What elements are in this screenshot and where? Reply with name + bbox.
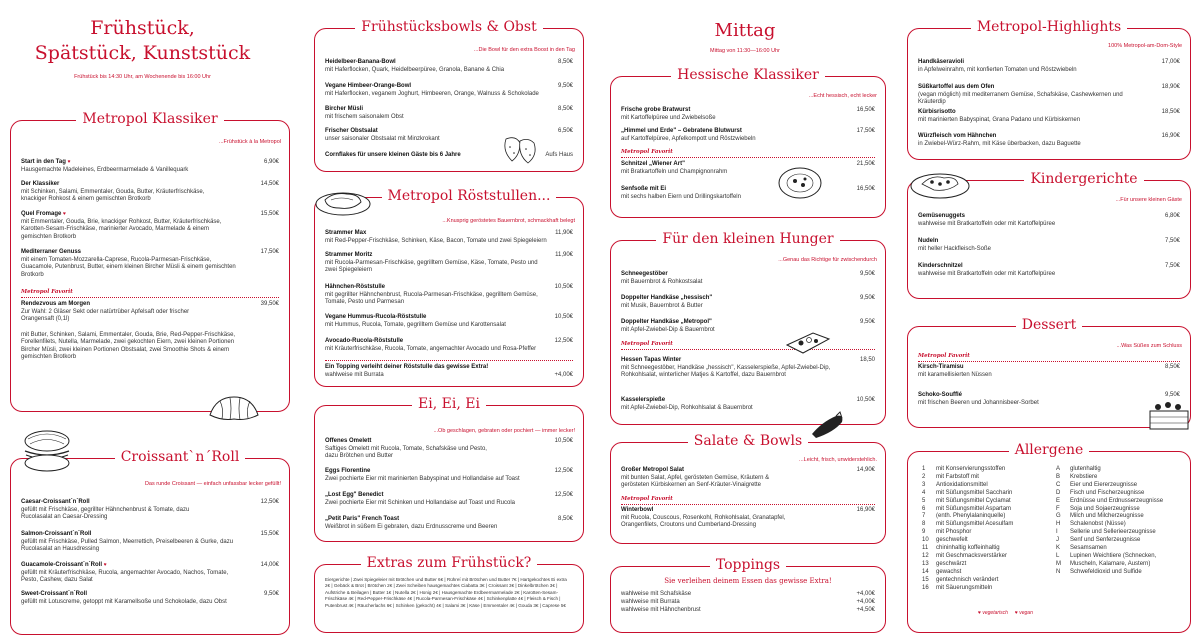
allergen-code: 13 bbox=[922, 560, 929, 567]
allergen-row bbox=[922, 513, 1062, 521]
allergen-row bbox=[922, 577, 1062, 585]
section-highlights bbox=[907, 19, 1191, 160]
allergen-row bbox=[1056, 553, 1186, 561]
allergen-row bbox=[922, 498, 1062, 506]
menu-item: Frische grobe Bratwurst mit Kartoffelpüree und Zwiebelsoße 16,50€ bbox=[621, 107, 875, 121]
menu-item: Hähnchen-Röststulle mit gegrillter Hähnchenbrust, Rucola-Parmesan-Frischkäse, gegrilltem Gemüse, Tomate, Pesto und Parmesan 10,50€ bbox=[325, 284, 573, 305]
menu-item-favorite: Senfsoße mit Ei mit sechs halben Eiern und Drillingskartoffeln 16,50€ bbox=[621, 186, 875, 200]
allergen-row bbox=[1056, 537, 1186, 545]
favorite-label: Metropol Favorit bbox=[621, 341, 673, 347]
section-subtitle: ...Ob geschlagen, gebraten oder pochiert — immer lecker! bbox=[433, 428, 575, 434]
allergen-label: Schwefeldioxid und Sulfide bbox=[1070, 568, 1142, 575]
section-title: Dessert bbox=[908, 317, 1190, 333]
menu-item: Handkäseravioli in Apfelweinrahm, mit konfierten Tomaten und Röstzwiebeln 17,00€ bbox=[918, 59, 1180, 73]
allergen-code: K bbox=[1056, 545, 1061, 552]
menu-item: Cornflakes für unsere kleinen Gäste bis 6 Jahre Aufs Haus bbox=[325, 152, 573, 158]
section-subtitle: ...Knusprig geröstetes Bauernbrot, schmackhaft belegt bbox=[442, 218, 575, 224]
allergen-row bbox=[922, 537, 1062, 545]
vegan-icon: ♥ bbox=[1014, 610, 1018, 616]
allergen-row bbox=[1056, 569, 1186, 577]
allergen-row bbox=[922, 506, 1062, 514]
menu-item: Schoko-Soufflé mit frischen Beeren und Johannisbeer-Sorbet 9,50€ bbox=[918, 392, 1180, 406]
section-bowls bbox=[314, 19, 584, 172]
section-title: Salate & Bowls bbox=[611, 433, 885, 449]
menu-item-favorite: Schnitzel „Wiener Art" mit Bratkartoffeln und Champignonrahm 21,50€ bbox=[621, 161, 875, 175]
menu-item: Bircher Müsli mit frischem saisonalem Obst 8,50€ bbox=[325, 106, 573, 120]
menu-item: Doppelter Handkäse „hessisch" mit Musik, Bauernbrot & Butter 9,50€ bbox=[621, 295, 875, 309]
menu-item: „Lost Egg" Benedict Zwei pochierte Eier mit Schinken und Hollandaise auf Toast und Rucola 12,50€ bbox=[325, 492, 573, 506]
allergen-label: glutenhaltig bbox=[1070, 466, 1101, 472]
allergen-label: Lupinen Weichtiere (Schnecken, bbox=[1070, 552, 1157, 559]
heart-icon: ♥ bbox=[103, 562, 107, 568]
menu-item: „Himmel und Erde" – Gebratene Blutwurst auf Kartoffelpüree, Apfelkompott und Röstzwiebeln 17,50€ bbox=[621, 128, 875, 142]
allergen-label: mit Süßungsmittel Cyclamat bbox=[936, 497, 1011, 504]
section-klassiker bbox=[10, 111, 290, 412]
allergen-code: 6 bbox=[922, 505, 926, 512]
allergen-label: Sesamsamen bbox=[1070, 545, 1107, 552]
allergen-code: 10 bbox=[922, 537, 929, 544]
allergen-row bbox=[1056, 521, 1186, 529]
allergen-legend bbox=[978, 610, 1033, 616]
allergen-label: mit Süßungsmittel Aspartam bbox=[936, 505, 1012, 512]
menu-item-favorite: Winterbowl mit Rucola, Couscous, Rosenkohl, Rohkohlsalat, Granatapfel, Orangenfilets, Croutons und Cumberland-Dressing 16,90€ bbox=[621, 507, 875, 528]
allergen-row bbox=[1056, 490, 1186, 498]
menu-item: Offenes Omelett Saftiges Omelett mit Rucola, Tomate, Schafskäse und Pesto, dazu Brötchen und Butter 10,50€ bbox=[325, 438, 573, 459]
allergen-row bbox=[922, 529, 1062, 537]
allergen-row bbox=[922, 466, 1062, 474]
allergen-label: Antioxidationsmittel bbox=[936, 481, 988, 488]
allergen-row bbox=[1056, 498, 1186, 506]
section-croissant bbox=[10, 449, 290, 635]
allergen-label: Senf und Senferzeugnisse bbox=[1070, 537, 1141, 544]
lunch-title: Mittag bbox=[714, 20, 776, 41]
allergen-label: Sellerie und Sellerieerzeugnisse bbox=[1070, 529, 1156, 536]
menu-item: Guacamole-Croissant´n´Roll ♥ gefüllt mit Kräuterfrischkäse, Rucola, angemachter Avocado, Nachos, Tomate, Pesto, Cashew, dazu Salat 14,00€ bbox=[21, 562, 279, 583]
allergen-code: E bbox=[1056, 497, 1061, 504]
menu-item: Der Klassiker mit Schinken, Salami, Emmentaler, Gouda, Butter, Kräuterfrischkäse, knackiger Rohkost & einem gemischten Brotkorb 14,50€ bbox=[21, 181, 279, 202]
allergen-code: 1 bbox=[922, 466, 926, 472]
menu-item: Würzfleisch vom Hähnchen in Zwiebel-Würz-Rahm, mit Käse überbacken, dazu Baguette 16,90€ bbox=[918, 133, 1180, 147]
legend-vegetarian: vegetarisch bbox=[982, 610, 1008, 616]
section-hessisch bbox=[610, 67, 886, 218]
allergen-label: Muscheln, Kalamare, Austern) bbox=[1070, 560, 1151, 567]
section-eier bbox=[314, 396, 584, 542]
section-toppings bbox=[610, 557, 886, 633]
cake-illustration bbox=[1146, 395, 1192, 435]
breakfast-hours: Frühstück bis 14:30 Uhr, am Wochenende bis 16:00 Uhr bbox=[74, 74, 211, 80]
section-title: Metropol-Highlights bbox=[908, 19, 1190, 35]
section-subtitle: ...Genau das Richtige für zwischendurch bbox=[778, 257, 877, 263]
allergen-code: H bbox=[1056, 521, 1061, 528]
allergen-code: 3 bbox=[922, 481, 926, 488]
eggplant-illustration bbox=[808, 410, 848, 440]
allergen-label: Soja und Sojaerzeugnisse bbox=[1070, 505, 1140, 512]
menu-item: Kürbisrisotto mit marinierten Babyspinat, Grana Padano und Kürbiskernen 18,50€ bbox=[918, 109, 1180, 123]
section-title: Für den kleinen Hunger bbox=[611, 231, 885, 247]
allergen-code: F bbox=[1056, 505, 1060, 512]
plate-illustration bbox=[777, 165, 823, 201]
allergen-label: (enth. Phenylalaninquelle) bbox=[936, 513, 1006, 520]
favorite-label: Metropol Favorit bbox=[918, 353, 970, 359]
favorite-divider bbox=[621, 504, 875, 505]
menu-item: Doppelter Handkäse „Metropol" mit Apfel-Zwiebel-Dip & Bauernbrot 9,50€ bbox=[621, 319, 875, 333]
vegetarian-icon: ♥ bbox=[978, 610, 981, 616]
allergen-label: gewachst bbox=[936, 568, 962, 575]
menu-item: Großer Metropol Salat mit bunten Salat, Apfel, gerösteten Gemüse, Kräutern & gerösteten Kürbiskernen an Senf-Kräuter-Vinaigrette 14,90€ bbox=[621, 467, 875, 488]
allergen-label: Eier und Eiererzeugnisse bbox=[1070, 481, 1138, 488]
allergen-code: 16 bbox=[922, 584, 929, 591]
menu-item-favorite: Rendezvous am Morgen Zur Wahl: 2 Gläser Sekt oder natürtrüber Apfelsaft oder frischer Orangensaft (0,1l) mit Butter, Schinken, Salami, Emmentaler, Gouda, Brie, Red-Pepper-Frischkäse, Forellenfilets, Nutella, Marmelade, zwei gekochten Eiern, zwei kleinen Portionen Bircher Müsli, zwei kleinen Portionen Obstsalat, zwei Smoothie Shots & einem gemischten Brotkorb 39,50€ bbox=[21, 301, 279, 360]
menu-item: Strammer Moritz mit Rucola-Parmesan-Frischkäse, gegrilltem Gemüse, Käse, Tomate, Pesto und zwei Spiegeleiern 11,90€ bbox=[325, 252, 573, 273]
bread-plate-illustration bbox=[313, 186, 373, 218]
allergen-code: D bbox=[1056, 489, 1061, 496]
allergen-code: I bbox=[1056, 529, 1058, 536]
menu-item: Mediterraner Genuss mit einem Tomaten-Mozzarella-Caprese, Rucola-Parmesan-Frischkäse, Guacamole, Putenbrust, Butter, einem kleinen Bircher Müsli & einem gemischten Brotkorb 17,50€ bbox=[21, 249, 279, 278]
menu-item: Eggs Florentine Zwei pochierte Eier mit marinierten Babyspinat und Hollandaise auf Toast 12,50€ bbox=[325, 468, 573, 482]
menu-item-favorite: Hessen Tapas Winter mit Schneegestöber, Handkäse „hessisch", Kasselerspieße, Apfel-Zwiebel-Dip, Rohkohlsalat, winterlicher Matjes & Kartoffel, dazu Bauernbrot 18,50 bbox=[621, 357, 875, 378]
allergen-code: 5 bbox=[922, 497, 926, 504]
tapas-board-illustration bbox=[783, 327, 833, 357]
allergen-code: 12 bbox=[922, 552, 929, 559]
menu-item: Sweet-Croissant´n´Roll gefüllt mit Lotuscreme, getoppt mit Karamellsoße und Schokolade, dazu Obst 9,50€ bbox=[21, 591, 279, 605]
section-subtitle: ...Für unsere kleinen Gäste bbox=[1115, 197, 1182, 203]
allergen-code: 2 bbox=[922, 473, 926, 480]
favorite-divider bbox=[21, 297, 279, 298]
allergen-label: mit Geschmacksverstärker bbox=[936, 552, 1008, 559]
menu-item: Quel Fromage ♥ mit Emmentaler, Gouda, Brie, knackiger Rohkost, Butter, Kräuterfrischkäse, Karotten-Sesam-Frischkäse, marinierter Avocado, Marmelade & einem gemischten Brotkorb 15,50€ bbox=[21, 211, 279, 240]
allergen-row bbox=[1056, 513, 1186, 521]
allergen-code: 14 bbox=[922, 568, 929, 575]
section-subtitle: ...Frühstück à la Metropol bbox=[218, 139, 281, 145]
strawberry-illustration bbox=[500, 129, 540, 167]
menu-item: Vegane Himbeer-Orange-Bowl mit Haferflocken, veganem Joghurt, Himbeeren, Orange, Walnuss & Schokolade 9,50€ bbox=[325, 83, 573, 97]
allergen-code: 11 bbox=[922, 545, 929, 552]
section-subtitle: ...Die Bowl für den extra Boost in den Tag bbox=[473, 47, 575, 53]
menu-item: Gemüsenuggets wahlweise mit Bratkartoffeln oder mit Kartoffelpüree 6,80€ bbox=[918, 213, 1180, 227]
allergen-label: Fisch und Fischerzeugnisse bbox=[1070, 489, 1145, 496]
menu-item: Heidelbeer-Banana-Bowl mit Haferflocken, Quark, Heidelbeerpüree, Granola, Banane & Chia 8,50€ bbox=[325, 59, 573, 73]
allergen-code: B bbox=[1056, 473, 1061, 480]
section-title: Toppings bbox=[611, 557, 885, 573]
favorite-label: Metropol Favorit bbox=[621, 149, 673, 155]
section-title: Allergene bbox=[908, 442, 1190, 458]
allergen-label: Milch und Milcherzeugnisse bbox=[1070, 513, 1144, 520]
topping-item: wahlweise mit Schafskäse +4,00€ bbox=[621, 591, 875, 597]
allergen-code: A bbox=[1056, 466, 1061, 472]
allergen-row bbox=[1056, 545, 1186, 553]
topping-item: wahlweise mit Hähnchenbrust +4,50€ bbox=[621, 607, 875, 613]
menu-item-favorite: Kasselerspieße mit Apfel-Zwiebel-Dip, Rohkohlsalat & Bauernbrot 10,50€ bbox=[621, 397, 875, 411]
menu-item-favorite: Kirsch-Tiramisu mit karamellisierten Nüssen 8,50€ bbox=[918, 364, 1180, 378]
section-stullen bbox=[314, 188, 584, 387]
allergen-label: Schalenobst (Nüsse) bbox=[1070, 521, 1126, 528]
allergen-code: J bbox=[1056, 537, 1059, 544]
allergen-row bbox=[922, 482, 1062, 490]
allergen-row bbox=[922, 490, 1062, 498]
section-subtitle: 100% Metropol-am-Dom-Style bbox=[1108, 43, 1182, 49]
breakfast-title-line2: Spätstück, Kunststück bbox=[34, 42, 251, 64]
section-title: Hessische Klassiker bbox=[611, 67, 885, 83]
menu-item: Strammer Max mit Red-Pepper-Frischkäse, Schinken, Käse, Bacon, Tomate und zwei Spiegeleiern 11,90€ bbox=[325, 230, 573, 244]
allergen-label: mit Süßungsmittel Saccharin bbox=[936, 489, 1013, 496]
favorite-divider bbox=[621, 157, 875, 158]
allergen-list-numbers bbox=[922, 466, 1062, 593]
menu-item: Caesar-Croissant´n´Roll gefüllt mit Frischkäse, gegrillter Hähnchenbrust & Tomate, dazu Rucolasalat an Caesar-Dressing 12,50€ bbox=[21, 499, 279, 520]
allergen-label: gentechnisch verändert bbox=[936, 576, 999, 583]
allergen-code: C bbox=[1056, 481, 1061, 488]
allergen-label: Erdnüsse und Erdnusserzeugnisse bbox=[1070, 497, 1164, 504]
allergen-label: geschwärzt bbox=[936, 560, 967, 567]
menu-item: Schneegestöber mit Bauernbrot & Rohkostsalat 9,50€ bbox=[621, 271, 875, 285]
allergen-code: 7 bbox=[922, 513, 926, 520]
croissant-roll-illustration bbox=[20, 427, 74, 475]
section-title: Croissant`n´Roll bbox=[71, 449, 289, 465]
allergen-label: mit Farbstoff mit bbox=[936, 473, 979, 480]
menu-item: Frischer Obstsalat unser saisonaler Obstsalat mit Minzkrokant 6,50€ bbox=[325, 128, 573, 142]
section-subtitle: ...Was Süßes zum Schluss bbox=[1116, 343, 1182, 349]
allergen-label: mit Phosphor bbox=[936, 529, 972, 536]
allergen-label: mit Süßungsmittel Acesulfam bbox=[936, 521, 1014, 528]
allergen-row bbox=[922, 474, 1062, 482]
menu-item: Süßkartoffel aus dem Ofen (vegan möglich) mit mediterranem Gemüse, Schafskäse, Cashewkernen und Kräuterdip 18,90€ bbox=[918, 84, 1180, 105]
allergen-code: L bbox=[1056, 552, 1060, 559]
section-title: Extras zum Frühstück? bbox=[315, 555, 583, 571]
allergen-code: 8 bbox=[922, 521, 926, 528]
menu-item: Vegane Hummus-Rucola-Röststulle mit Hummus, Rucola, Tomate, gegrilltem Gemüse und Karottensalat 10,50€ bbox=[325, 314, 573, 328]
allergen-row bbox=[1056, 506, 1186, 514]
section-title: Kindergerichte bbox=[978, 171, 1190, 187]
lunch-hours: Mittag von 11:30—16:00 Uhr bbox=[710, 48, 780, 54]
topping-item: Ein Topping verleiht deiner Röststulle das gewisse Extra! wahlweise mit Burrata +4,00€ bbox=[325, 364, 573, 378]
allergen-row bbox=[1056, 561, 1186, 569]
breakfast-title-line1: Frühstück, bbox=[90, 17, 195, 39]
allergen-label: mit Konservierungsstoffen bbox=[936, 466, 1006, 472]
section-title: Metropol Röststullen... bbox=[355, 188, 583, 204]
allergen-code: 4 bbox=[922, 489, 926, 496]
allergen-row bbox=[1056, 466, 1186, 474]
legend-vegan: vegan bbox=[1019, 610, 1033, 616]
allergen-row bbox=[922, 585, 1062, 593]
section-salate bbox=[610, 433, 886, 544]
dish-illustration bbox=[908, 166, 972, 200]
topping-item: wahlweise mit Burrata +4,00€ bbox=[621, 599, 875, 605]
section-subtitle: ...Echt hessisch, echt lecker bbox=[808, 93, 877, 99]
menu-item: „Petit Paris" French Toast Weißbrot in süßem Ei gebraten, dazu Erdnusscreme und Beeren 8,50€ bbox=[325, 516, 573, 530]
breakfast-title bbox=[20, 16, 265, 66]
allergen-row bbox=[922, 561, 1062, 569]
heart-icon: ♥ bbox=[63, 211, 66, 217]
section-extras bbox=[314, 555, 584, 633]
menu-item: Salmon-Croissant´n´Roll gefüllt mit Frischkäse, Pulled Salmon, Meerrettich, Preiselbeeren & Gurke, dazu Rucolasalat an Hausdressing 15,50€ bbox=[21, 531, 279, 552]
allergen-row bbox=[922, 553, 1062, 561]
allergen-label: mit Säuerungsmitteln bbox=[936, 584, 993, 591]
allergen-code: N bbox=[1056, 568, 1061, 575]
favorite-divider bbox=[918, 361, 1180, 362]
section-title: Frühstücksbowls & Obst bbox=[315, 19, 583, 35]
extras-text: Eiergerichte | Zwei Spiegeleier mit Brötchen und Butter 6€ | Rühreí mit Brötchen und Butter 7€ | Hartgekochtes Ei extra 2€ | Gebäck & Brot | Brötchen 2€ | Zwei Scheiben hausgemachtes Ciabatta 3€ | Croissant 3€ | Dinkelbrötchen 3€ | Aufstriche & Beilagen | Butter 1€ | Nutella 2€ | Honig 2€ | Hausgemachte Erdbeermarmelade 2€ | Karotten-Sesam-Frischkäse 4€ | Red-Pepper-Frischkäse 4€ | Rucola-Parmesan-Frischkäse 4€ | Schinkenplatte 4€ | Fleisch & Fisch | Putenbrust 4€ | Räucherlachs 6€ | Schinken (gekocht) 4€ | Salami 3€ | Käse | Emmentaler 4€ | Gouda 3€ | Caprese 5€ bbox=[325, 577, 567, 608]
allergen-code: M bbox=[1056, 560, 1061, 567]
allergen-row bbox=[922, 569, 1062, 577]
favorite-divider bbox=[621, 349, 875, 350]
section-subtitle: Das runde Croissant — einfach unfassbar lecker gefüllt! bbox=[144, 481, 281, 487]
allergen-label: chininhaltig koffeinhaltig bbox=[936, 545, 1000, 552]
menu-item: Nudeln mit heller Hackfleisch-Soße 7,50€ bbox=[918, 238, 1180, 252]
menu-item: Avocado-Rucola-Röststulle mit Kräuterfrischkäse, Rucola, Tomate, angemachter Avocado und Rosa-Pfeffer 12,50€ bbox=[325, 338, 573, 352]
menu-item: Kinderschnitzel wahlweise mit Bratkartoffeln oder mit Kartoffelpüree 7,50€ bbox=[918, 263, 1180, 277]
section-title: Ei, Ei, Ei bbox=[315, 396, 583, 412]
allergen-code: 9 bbox=[922, 529, 926, 536]
allergen-label: geschwefelt bbox=[936, 537, 968, 544]
divider bbox=[325, 360, 573, 361]
croissant-illustration bbox=[206, 393, 262, 423]
section-hunger bbox=[610, 231, 886, 425]
allergen-row bbox=[922, 521, 1062, 529]
favorite-label: Metropol Favorit bbox=[621, 496, 673, 502]
favorite-label: Metropol Favorit bbox=[21, 289, 73, 295]
allergen-code: G bbox=[1056, 513, 1061, 520]
allergen-row bbox=[1056, 474, 1186, 482]
section-subtitle: ...Leicht, frisch, unwiderstehlich. bbox=[799, 457, 877, 463]
section-allergene bbox=[907, 442, 1191, 633]
section-subtitle: Sie verleihen deinem Essen das gewisse Extra! bbox=[664, 577, 832, 585]
allergen-list-letters bbox=[1056, 466, 1186, 577]
allergen-row bbox=[1056, 482, 1186, 490]
allergen-label: Krebstiere bbox=[1070, 473, 1098, 480]
allergen-row bbox=[1056, 529, 1186, 537]
section-title: Metropol Klassiker bbox=[11, 111, 289, 127]
heart-icon: ♥ bbox=[67, 159, 71, 165]
allergen-code: 15 bbox=[922, 576, 929, 583]
allergen-row bbox=[922, 545, 1062, 553]
menu-item: Start in den Tag ♥ Hausgemachte Madeleines, Erdbeermarmelade & Vanillequark 6,90€ bbox=[21, 159, 279, 173]
